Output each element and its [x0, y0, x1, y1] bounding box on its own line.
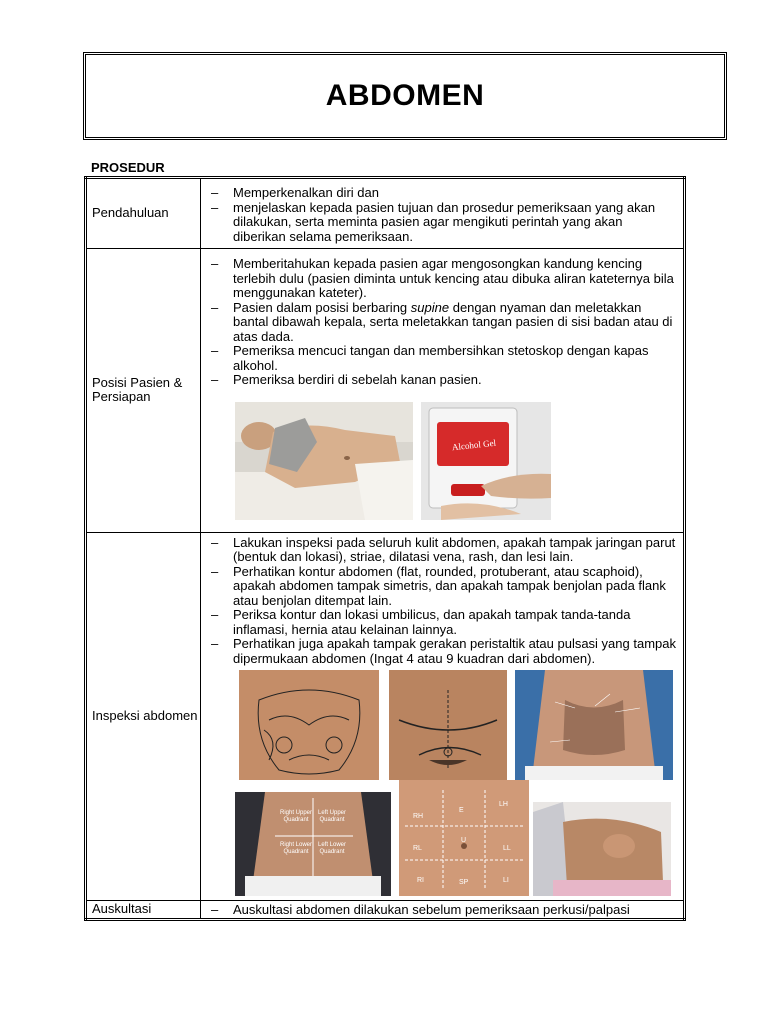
title-box — [83, 52, 727, 140]
abdominal-hernia-photo — [533, 802, 671, 896]
region-label: E — [459, 807, 464, 814]
row-content — [201, 532, 685, 901]
quadrant-label: Right Lower Quadrant — [279, 842, 312, 855]
region-label: RI — [417, 877, 424, 884]
text-span: Pasien dalam posisi berbaring — [233, 299, 408, 315]
list-item: – Periksa kontur dan lokasi umbilicus, dan apakah tampak tanda-tanda inflamasi, hernia atau kelainan lainnya. — [209, 608, 677, 637]
procedure-table — [84, 176, 686, 921]
list-item: – Auskultasi abdomen dilakukan sebelum pemeriksaan perkusi/palpasi — [209, 903, 677, 918]
text-span: dengan nyaman dan meletakkan bantal dibawah kepala, serta meletakkan tangan pasien di sisi badan atau di atas dada. — [233, 299, 673, 344]
photo-group — [209, 402, 677, 528]
list-item: – Perhatikan kontur abdomen (flat, rounded, protuberant, atau scaphoid), apakah abdomen tampak simetris, dan apakah tampak benjolan pada flank atau benjolan ditempat lain. — [209, 565, 677, 609]
abdomen-landmark-photo — [389, 670, 507, 780]
list-item: – Perhatikan juga apakah tampak gerakan peristaltik atau pulsasi yang tampak dipermukaan abdomen (Ingat 4 atau 9 kuadran dari abdomen). — [209, 637, 677, 666]
nine-region-photo — [399, 780, 529, 896]
list-item: – Pemeriksa berdiri di sebelah kanan pasien. — [209, 373, 677, 388]
four-quadrant-photo — [235, 792, 391, 896]
list-item: – Memperkenalkan diri dan — [209, 186, 677, 201]
page-title: ABDOMEN — [325, 79, 485, 112]
photo-grid — [209, 670, 677, 896]
row-label: Pendahuluan — [86, 178, 201, 249]
patient-supine-photo — [235, 402, 413, 520]
alcohol-gel-label: Alcohol Gel — [451, 437, 497, 452]
region-label: U — [461, 837, 467, 844]
row-label: Inspeksi abdomen — [86, 532, 201, 901]
abdomen-organ-drawing-photo — [239, 670, 379, 780]
section-label: PROSEDUR — [91, 160, 165, 175]
emphasis-text: supine — [410, 299, 450, 315]
row-label: Posisi Pasien & Persiapan — [86, 249, 201, 533]
row-label: Auskultasi — [86, 901, 201, 920]
region-label: LI — [503, 877, 509, 884]
quadrant-label: Right Upper Quadrant — [279, 810, 312, 823]
abdomen-anatomy-labels-photo — [515, 670, 673, 780]
region-label: SP — [459, 879, 469, 886]
table-row — [86, 532, 685, 901]
row-content — [201, 249, 685, 533]
alcohol-gel-photo — [421, 402, 551, 520]
list-item: – menjelaskan kepada pasien tujuan dan prosedur pemeriksaan yang akan dilakukan, serta meminta pasien agar mengikuti perintah yang akan diberikan selama pemeriksaan. — [209, 201, 677, 245]
list-item: – Pemeriksa mencuci tangan dan membersihkan stetoskop dengan kapas alkohol. — [209, 344, 677, 373]
row-content — [201, 901, 685, 920]
list-item — [209, 301, 677, 345]
region-label: RL — [413, 845, 422, 852]
list-item: – Lakukan inspeksi pada seluruh kulit abdomen, apakah tampak jaringan parut (bentuk dan lokasi), striae, dilatasi vena, rash, dan lesi lain. — [209, 536, 677, 565]
region-label: LL — [503, 845, 511, 852]
quadrant-label: Left Upper Quadrant — [317, 810, 347, 823]
table-row — [86, 178, 685, 249]
list-item: – Memberitahukan kepada pasien agar mengosongkan kandung kencing terlebih dulu (pasien diminta untuk kencing atau dibuka aliran kateternya bila menggunakan kateter). — [209, 257, 677, 301]
quadrant-label: Left Lower Quadrant — [317, 842, 347, 855]
region-label: LH — [499, 801, 508, 808]
table-row — [86, 901, 685, 920]
region-label: RH — [413, 813, 424, 820]
table-row — [86, 249, 685, 533]
row-content — [201, 178, 685, 249]
